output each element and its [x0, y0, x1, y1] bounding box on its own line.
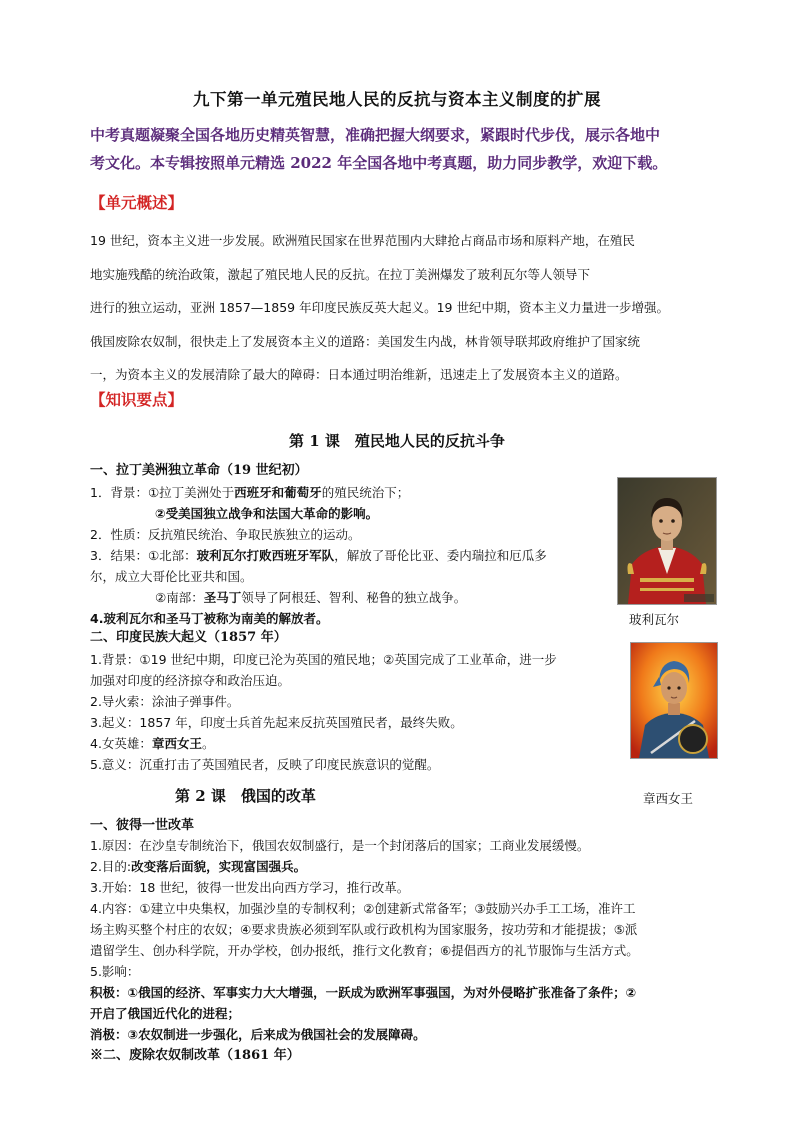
- lesson2-line: 消极：③农奴制进一步强化，后来成为俄国社会的发展障碍。: [90, 1027, 426, 1042]
- lesson1-section2-heading: 二、印度民族大起义（1857 年）: [90, 630, 287, 645]
- lesson2-title: 第 2 课 俄国的改革: [175, 787, 316, 805]
- lesson2-line: 5.影响：: [90, 964, 140, 979]
- lesson1-line: 3.起义：1857 年，印度士兵首先起来反抗英国殖民者，最终失败。: [90, 715, 463, 730]
- jhansi-queen-caption: 章西女王: [643, 791, 694, 806]
- lesson1-line: 4.女英雄：章西女王。: [90, 736, 215, 751]
- intro-paragraph: [90, 121, 710, 177]
- lesson2-line: 2.目的:改变落后面貌，实现富国强兵。: [90, 859, 307, 874]
- knowledge-heading: 【知识要点】: [90, 390, 184, 409]
- bolivar-caption: 玻利瓦尔: [629, 612, 680, 627]
- lesson1-line: 4.玻利瓦尔和圣马丁被称为南美的解放者。: [90, 611, 329, 626]
- lesson2-line: 4.内容：①建立中央集权，加强沙皇的专制权利；②创建新式常备军；③鼓励兴办手工工场，准许工: [90, 901, 636, 916]
- lesson1-title: 第 1 课 殖民地人民的反抗斗争: [289, 432, 505, 450]
- lesson2-line: 1.原因：在沙皇专制统治下，俄国农奴制盛行，是一个封闭落后的国家；工商业发展缓慢。: [90, 838, 590, 853]
- bolivar-portrait: [617, 477, 717, 605]
- lesson1-line: 尔，成立大哥伦比亚共和国。: [90, 569, 253, 584]
- lesson2-line: 遣留学生、创办科学院，开办学校，创办报纸，推行文化教育；⑥提倡西方的礼节服饰与生活方式。: [90, 943, 639, 958]
- lesson1-line: 5.意义：沉重打击了英国殖民者，反映了印度民族意识的觉醒。: [90, 757, 440, 772]
- lesson1-line: ②南部：圣马丁领导了阿根廷、智利、秘鲁的独立战争。: [155, 590, 467, 605]
- intro-line: 考文化。本专辑按照单元精选 2022 年全国各地中考真题，助力同步教学，欢迎下载。: [90, 154, 668, 172]
- overview-text: [90, 224, 712, 392]
- lesson1-line: 3．结果：①北部：玻利瓦尔打败西班牙军队，解放了哥伦比亚、委内瑞拉和厄瓜多: [90, 548, 547, 563]
- lesson1-line: 2.导火索：涂油子弹事件。: [90, 694, 240, 709]
- lesson1-line: 加强对印度的经济掠夺和政治压迫。: [90, 673, 291, 688]
- lesson1-line: 1．背景：①拉丁美洲处于西班牙和葡萄牙的殖民统治下；: [90, 485, 410, 500]
- lesson2-line: 开启了俄国近代化的进程；: [90, 1006, 241, 1021]
- overview-line: 19 世纪，资本主义进一步发展。欧洲殖民国家在世界范围内大肆抢占商品市场和原料产地，在殖民: [90, 233, 635, 248]
- lesson1-line: 2．性质：反抗殖民统治、争取民族独立的运动。: [90, 527, 361, 542]
- lesson2-line: 积极：①俄国的经济、军事实力大大增强，一跃成为欧洲军事强国，为对外侵略扩张准备了条件；②: [90, 985, 637, 1000]
- overview-line: 一，为资本主义的发展清除了最大的障碍：日本通过明治维新，迅速走上了发展资本主义的道路。: [90, 367, 628, 382]
- lesson1-line: 1.背景：①19 世纪中期，印度已沦为英国的殖民地；②英国完成了工业革命，进一步: [90, 652, 557, 667]
- lesson2-section2-heading: ※二、废除农奴制改革（1861 年）: [90, 1048, 300, 1063]
- lesson1-section1-heading: 一、拉丁美洲独立革命（19 世纪初）: [90, 463, 308, 478]
- lesson2-section1-heading: 一、彼得一世改革: [90, 818, 195, 833]
- document-title: 九下第一单元殖民地人民的反抗与资本主义制度的扩展: [193, 90, 601, 109]
- overview-line: 进行的独立运动，亚洲 1857—1859 年印度民族反英大起义。19 世纪中期，资本主义力量进一步增强。: [90, 300, 669, 315]
- overview-line: 俄国废除农奴制，很快走上了发展资本主义的道路：美国发生内战，林肯领导联邦政府维护了国家统: [90, 333, 641, 349]
- lesson1-line: ②受美国独立战争和法国大革命的影响。: [155, 506, 379, 521]
- overview-heading: 【单元概述】: [90, 193, 184, 212]
- lesson2-line: 3.开始：18 世纪，彼得一世发出向西方学习，推行改革。: [90, 880, 410, 895]
- jhansi-queen-portrait: [630, 642, 718, 759]
- overview-line: 地实施残酷的统治政策，激起了殖民地人民的反抗。在拉丁美洲爆发了玻利瓦尔等人领导下: [90, 266, 591, 282]
- intro-line: 中考真题凝聚全国各地历史精英智慧，准确把握大纲要求，紧跟时代步伐，展示各地中: [90, 126, 661, 144]
- lesson2-line: 场主购买整个村庄的农奴；④要求贵族必须到军队或行政机构为国家服务，按功劳和才能提拔；⑤派: [90, 922, 638, 937]
